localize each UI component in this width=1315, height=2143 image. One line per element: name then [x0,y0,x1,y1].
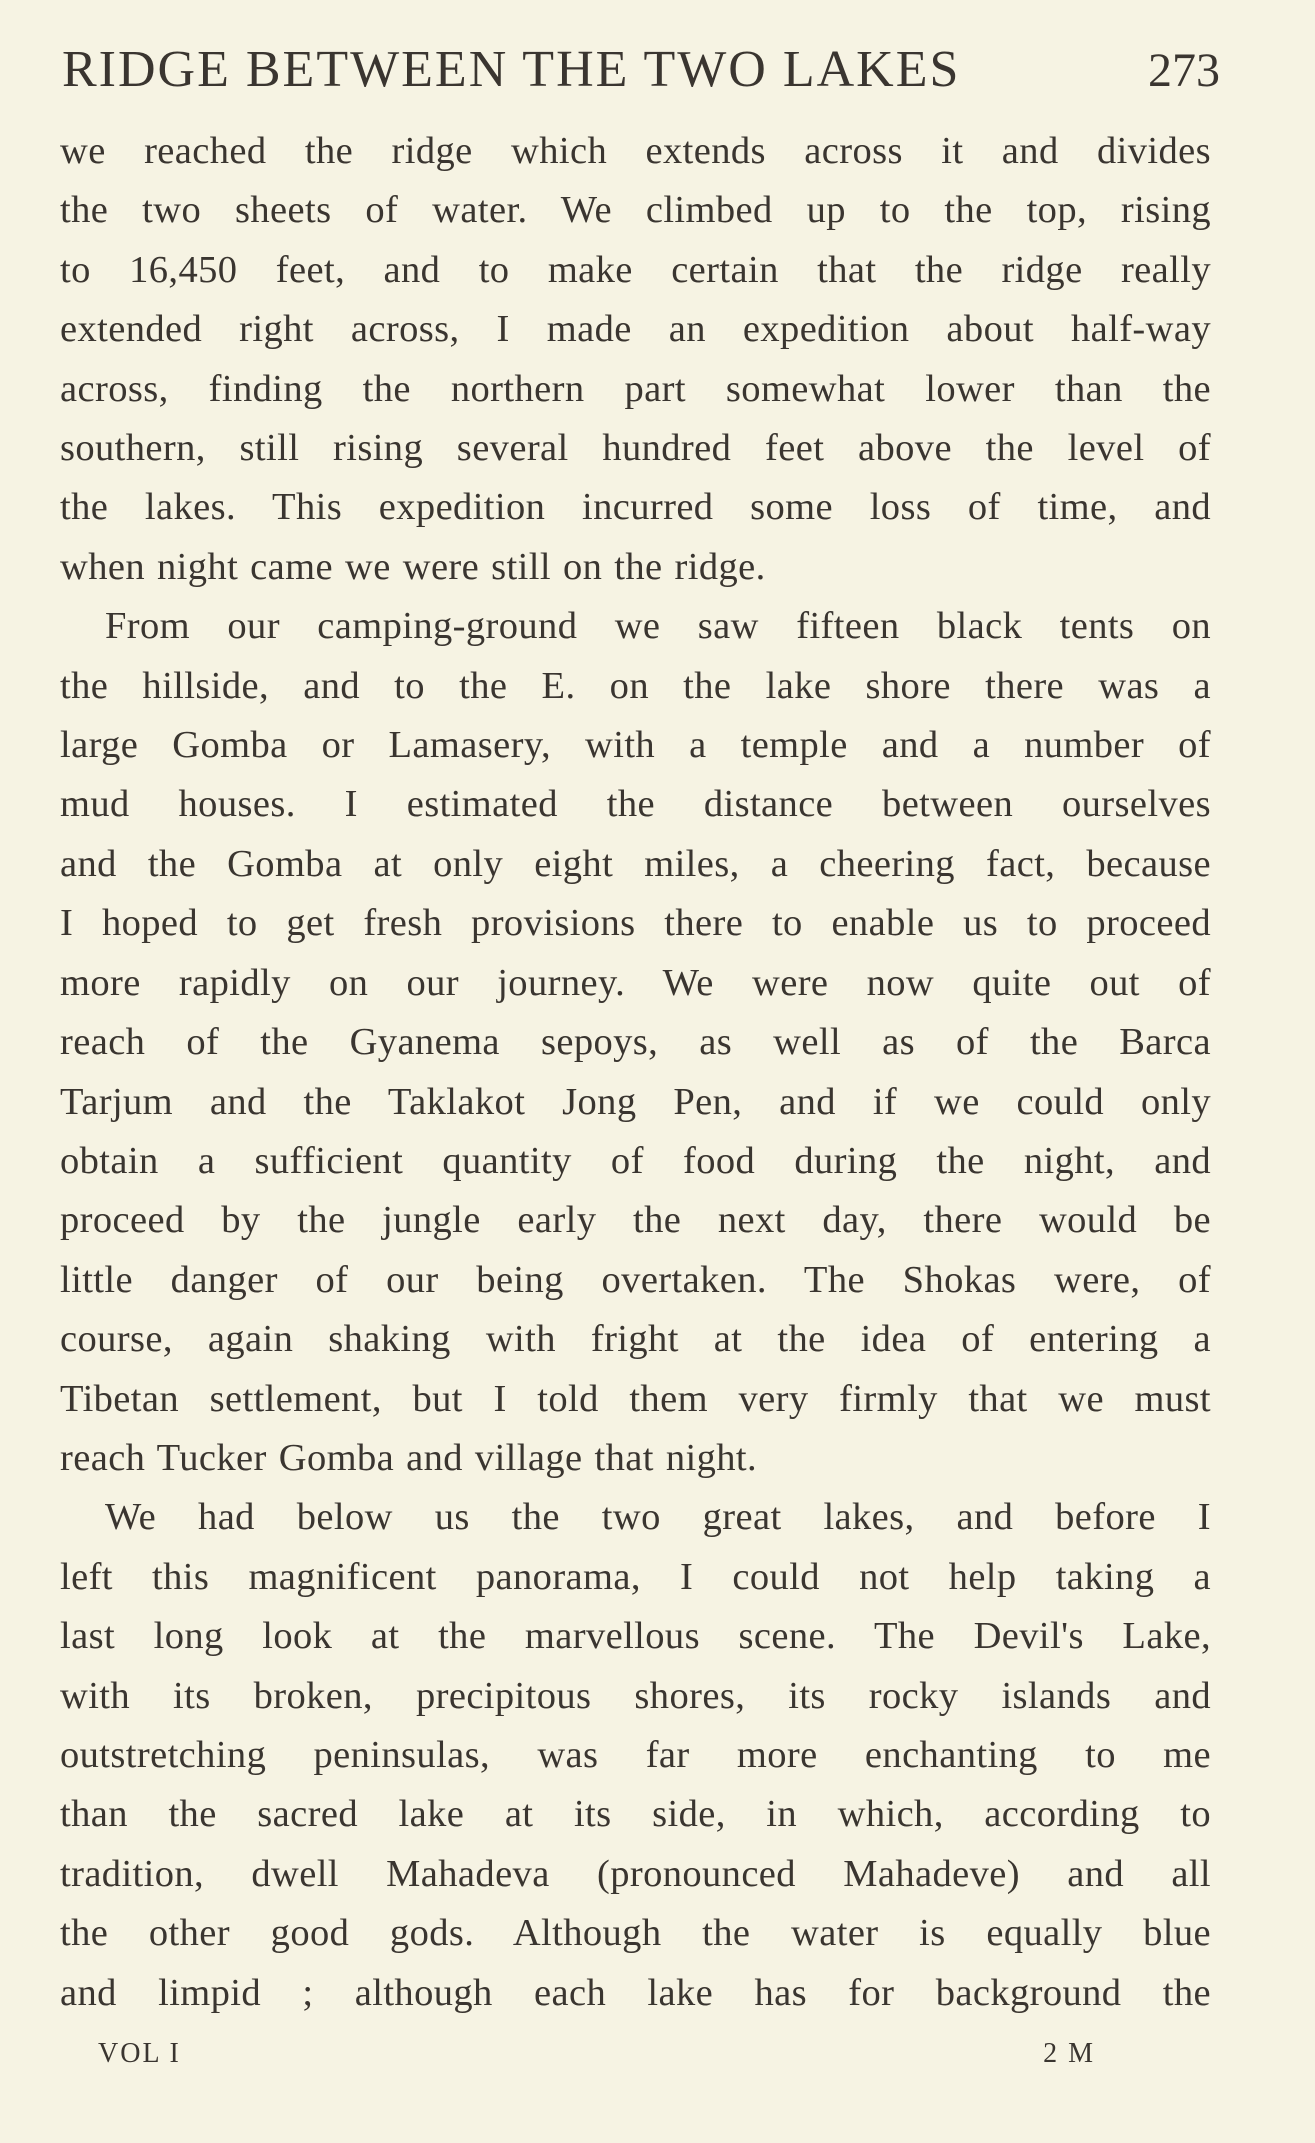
text-line: the lakes. This expedition incurred some loss of time, and [60,486,1211,529]
text-line: and limpid ; although each lake has for background the [60,1971,1211,2014]
text-line: we reached the ridge which extends across it and divides [60,130,1211,172]
text-line: with its broken, precipitous shores, its rocky islands and [60,1674,1211,1717]
text-line: I hoped to get fresh provisions there to enable us to proceed [60,902,1211,945]
paragraph-start-line: From our camping-ground we saw fifteen black tents on [105,605,1211,648]
body-text [60,122,1211,2023]
text-line: southern, still rising several hundred feet above the level of [60,427,1211,470]
text-line: obtain a sufficient quantity of food during the night, and [60,1139,1211,1182]
text-line: course, again shaking with fright at the idea of entering a [60,1318,1211,1361]
paragraph-end-line: reach Tucker Gomba and village that night. [60,1436,758,1479]
text-line: mud houses. I estimated the distance between ourselves [60,783,1211,826]
text-line: Tibetan settlement, but I told them very firmly that we must [60,1377,1211,1420]
text-line: left this magnificent panorama, I could not help taking a [60,1555,1211,1598]
gathering-signature: 2 M [1043,2038,1095,2069]
text-line: than the sacred lake at its side, in which, according to [60,1793,1211,1836]
page-number: 273 [1148,44,1220,97]
text-line: and the Gomba at only eight miles, a cheering fact, because [60,842,1211,885]
text-line: the other good gods. Although the water is equally blue [60,1912,1211,1955]
paragraph-end-line: when night came we were still on the ridge. [60,545,766,588]
text-line: Tarjum and the Taklakot Jong Pen, and if we could only [60,1080,1211,1123]
text-line: large Gomba or Lamasery, with a temple and a number of [60,724,1211,767]
running-title: RIDGE BETWEEN THE TWO LAKES [62,41,961,98]
text-line: extended right across, I made an expedition about half-way [60,308,1211,351]
page-footer [98,2038,1095,2070]
text-line: tradition, dwell Mahadeva (pronounced Mahadeve) and all [60,1852,1211,1895]
text-line: to 16,450 feet, and to make certain that the ridge really [60,248,1211,291]
text-line: the two sheets of water. We climbed up to the top, rising [60,189,1211,232]
text-line: reach of the Gyanema sepoys, as well as of the Barca [60,1021,1211,1064]
text-line: across, finding the northern part somewhat lower than the [60,367,1211,410]
running-header [62,40,1220,99]
text-line: proceed by the jungle early the next day, there would be [60,1199,1211,1242]
text-line: outstretching peninsulas, was far more enchanting to me [60,1733,1211,1776]
text-line: the hillside, and to the E. on the lake shore there was a [60,664,1211,707]
volume-signature: VOL I [98,2038,181,2069]
text-line: little danger of our being overtaken. The Shokas were, of [60,1258,1211,1301]
text-line: last long look at the marvellous scene. The Devil's Lake, [60,1615,1211,1658]
text-line: more rapidly on our journey. We were now quite out of [60,961,1211,1004]
paragraph-start-line: We had below us the two great lakes, and before I [105,1496,1211,1539]
